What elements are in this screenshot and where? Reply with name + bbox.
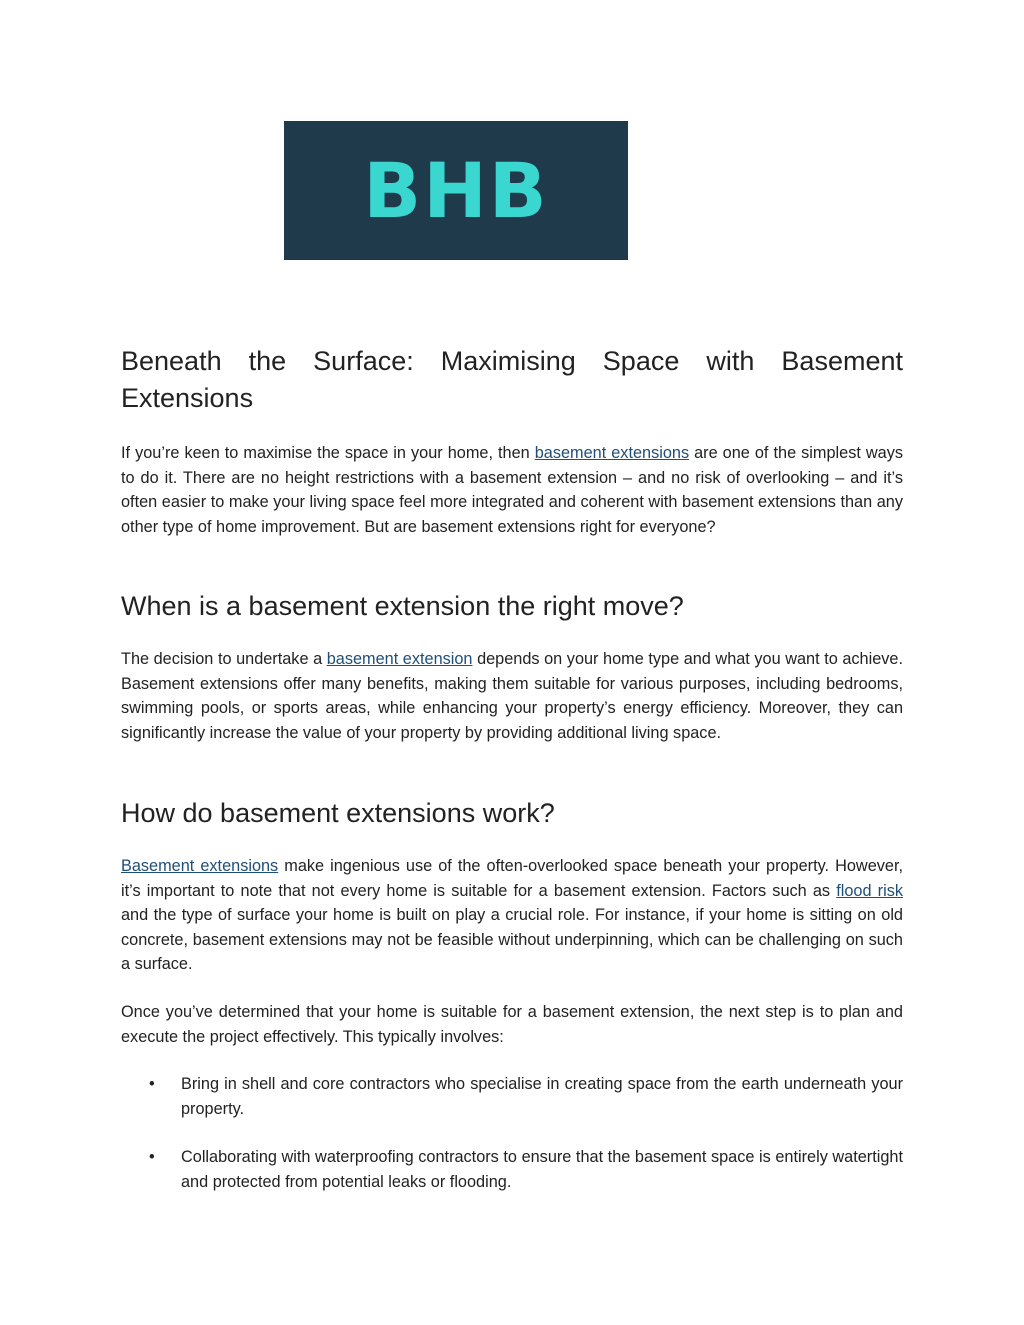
- section-how-text-middle: make ingenious use of the often-overlooked space beneath your property. However, it’s important to note that not every home is suitable for a basement extension. Factors such as: [121, 857, 903, 900]
- logo-text: BHB: [363, 145, 549, 235]
- section-heading-when: When is a basement extension the right move?: [121, 591, 684, 621]
- list-item-text: Bring in shell and core contractors who specialise in creating space from the earth underneath your property.: [181, 1075, 903, 1118]
- bullet-icon: •: [149, 1075, 155, 1093]
- section-how-paragraph-2: Once you’ve determined that your home is suitable for a basement extension, the next step is to plan and execute the project effectively. This typically involves:: [121, 1003, 903, 1046]
- section-how-paragraph: [121, 854, 903, 977]
- intro-paragraph: [121, 441, 903, 539]
- bullet-icon: •: [149, 1148, 155, 1166]
- page-title: Beneath the Surface: Maximising Space with Basement Extensions: [121, 346, 903, 413]
- section-when-paragraph: [121, 647, 903, 745]
- basement-extensions-link[interactable]: basement extensions: [534, 444, 690, 462]
- list-item: [121, 1072, 903, 1121]
- basement-extension-link[interactable]: basement extension: [326, 650, 473, 668]
- section-when-text-before: The decision to undertake a: [121, 650, 327, 668]
- intro-text-after: are one of the simplest ways to do it. There are no height restrictions with a basement extension – and no risk of overlooking – and it’s often easier to make your living space feel more integrated and coherent with basement extensions than any other type of home improvement. But are basement extensions right for everyone?: [121, 444, 903, 536]
- flood-risk-link[interactable]: flood risk: [836, 881, 903, 900]
- section-when-text-after: depends on your home type and what you want to achieve. Basement extensions offer many benefits, making them suitable for various purposes, including bedrooms, swimming pools, or sports areas, while enhancing your property’s energy efficiency. Moreover, they can significantly increase the value of your property by providing additional living space.: [121, 650, 903, 742]
- intro-text-before: If you’re keen to maximise the space in your home, then: [121, 444, 535, 462]
- bhb-logo: [284, 121, 628, 260]
- steps-list: [121, 1072, 903, 1194]
- section-heading-how: How do basement extensions work?: [121, 798, 555, 828]
- section-how-text-after: and the type of surface your home is built on play a crucial role. For instance, if your home is sitting on old concrete, basement extensions may not be feasible without underpinning, which can be challenging on such a surface.: [121, 906, 903, 973]
- list-item-text: Collaborating with waterproofing contractors to ensure that the basement space is entirely watertight and protected from potential leaks or flooding.: [181, 1148, 903, 1191]
- basement-extensions-link-2[interactable]: Basement extensions: [121, 857, 279, 875]
- list-item: [121, 1145, 903, 1194]
